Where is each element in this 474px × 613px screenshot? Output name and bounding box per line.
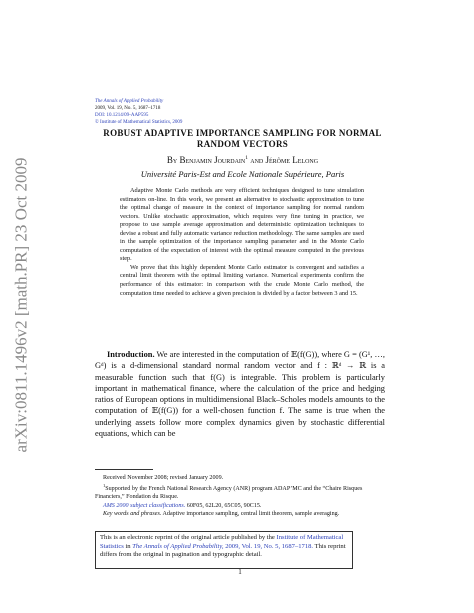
author-line — [95, 155, 390, 165]
journal-header — [95, 98, 182, 126]
keywords: Adaptive importance sampling, central limit theorem, sample averaging. — [162, 510, 340, 517]
abstract — [120, 187, 364, 298]
footnotes — [95, 474, 385, 518]
introduction-section — [95, 349, 385, 439]
title-line-1: ROBUST ADAPTIVE IMPORTANCE SAMPLING FOR NORMAL — [103, 128, 382, 138]
arxiv-stamp-text: arXiv:0811.1496v2 [math.PR] 23 Oct 2009 — [11, 157, 31, 453]
received-note: Received November 2008; revised January 2009. — [103, 475, 224, 481]
title-line-2: RANDOM VECTORS — [196, 139, 289, 149]
reprint-notice-box — [95, 531, 353, 569]
author-1: Benjamin Jourdain — [179, 155, 246, 165]
introduction-heading: Introduction. — [107, 350, 155, 359]
support-footnote-mark: 1 — [103, 483, 106, 489]
ims-link[interactable]: Institute of Mathematical Statistics — [100, 534, 344, 550]
reprint-text-after: This reprint differs from the original in pagination and typographic detail. — [100, 542, 346, 559]
arxiv-stamp — [6, 150, 36, 460]
ams-codes: 60F05, 62L20, 65C05, 90C15. — [186, 502, 262, 509]
reprint-in-label: in — [125, 542, 131, 550]
affiliation: Université Paris-Est and Ecole Nationale Supérieure, Paris — [140, 169, 345, 179]
journal-name-link[interactable]: The Annals of Applied Probability — [95, 99, 164, 104]
introduction-text: We are interested in the computation of 𝔼(f(G)), where G = (G¹, …, Gᵈ) is a d-dimensional standard normal random vector and f : ℝᵈ → ℝ is a measurable function such that f(G) is integrable. This problem is particularly important in mathematical finance, where the calculation of the price and hedging ratios of European options in multidimensional Black–Scholes models amounts to the computation of 𝔼(f(G)) for a well-chosen function f. The same is true when the underlying assets follow more complex dynamics given by stochastic differential equations, which can be — [95, 350, 385, 439]
reprint-text-before: This is an electronic reprint of the original article published by the — [100, 534, 275, 541]
abstract-paragraph-1: Adaptive Monte Carlo methods are very efficient techniques designed to tune simulation estimators on-line. In this work, we present an alternative to stochastic approximation to tune the optimal change of measure in the context of importance sampling for normal random vectors. Unlike stochastic approximation, which requires very fine tuning in practice, we propose to use sample average approximation and deterministic optimization techniques to devise a robust and fully automatic variance reduction methodology. The same samples are used in the sample optimization of the importance sampling parameter and in the Monte Carlo computation of the expectation of interest with the optimal measure computed in the previous step. — [120, 187, 364, 263]
footnote-divider — [95, 469, 153, 470]
ams-classifications-link[interactable]: AMS 2000 subject classifications. — [103, 502, 186, 509]
and-label: and — [250, 155, 264, 165]
keywords-label: Key words and phrases. — [103, 510, 162, 517]
journal-link[interactable]: The Annals of Applied Probability, — [132, 542, 224, 550]
by-label: By — [166, 155, 178, 165]
copyright-link[interactable]: © Institute of Mathematical Statistics, 2009 — [95, 120, 183, 125]
author-2: Jérôme Lelong — [265, 155, 319, 165]
author-footnote-mark: 1 — [245, 155, 248, 161]
volume-link[interactable]: 2009, Vol. 19, No. 5, 1687–1718. — [225, 542, 314, 550]
doi-link[interactable]: DOI: 10.1214/09-AAP595 — [95, 113, 149, 118]
page-number: 1 — [238, 568, 242, 576]
volume-info: 2009, Vol. 19, No. 5, 1687–1718 — [95, 106, 161, 111]
paper-title — [95, 128, 390, 150]
abstract-paragraph-2: We prove that this highly dependent Monte Carlo estimator is convergent and satisfies a central limit theorem with the optimal limiting variance. Numerical experiments confirm the performance of this estimator: in comparison with the crude Monte Carlo method, the computation time needed to achieve a given precision is divided by a factor between 3 and 15. — [120, 263, 364, 297]
support-note: Supported by the French National Research Agency (ANR) program ADAP’MC and the “Chaire Risques Financiers,” Fondation du Risque. — [95, 486, 363, 501]
